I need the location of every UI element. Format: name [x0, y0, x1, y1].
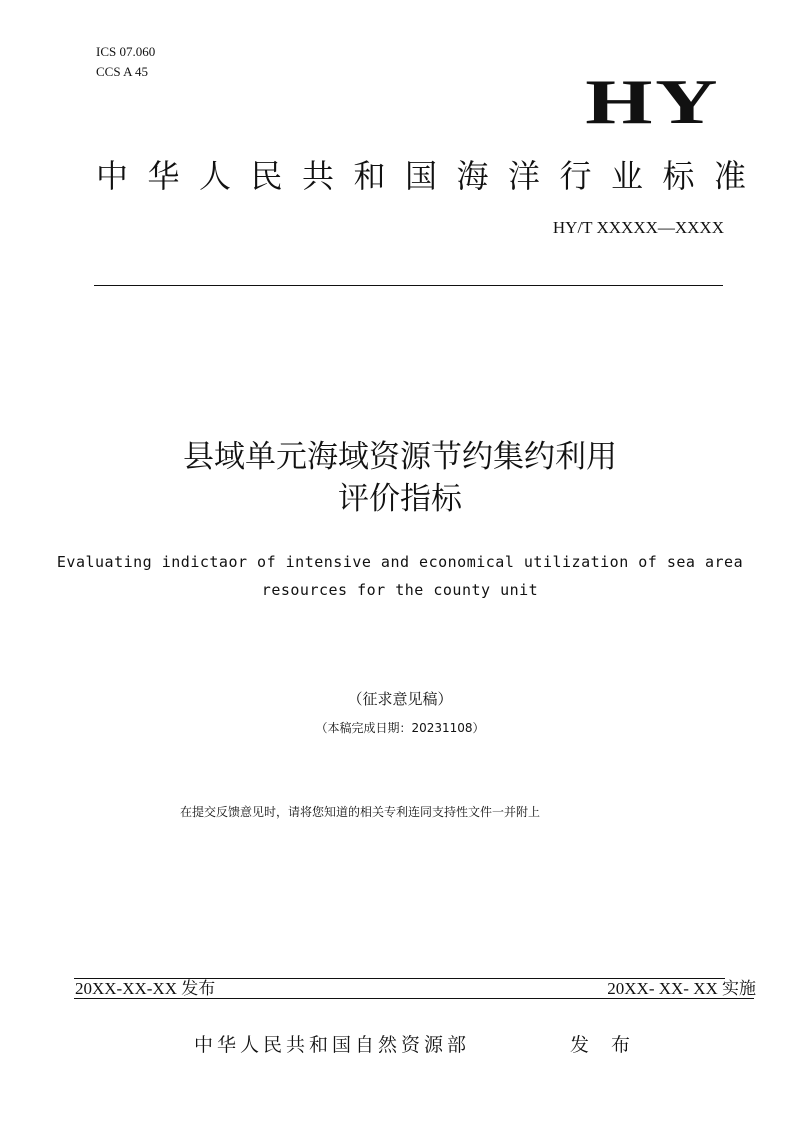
title-en-line2: resources for the county unit [261, 581, 539, 599]
ccs-code: CCS A 45 [96, 64, 149, 79]
standard-code: HY/T XXXXX—XXXX [552, 218, 724, 237]
classification-codes [96, 42, 155, 82]
title-cn-line1: 县域单元海域资源节约集约利用 [183, 439, 617, 475]
publisher-name: 中华人民共和国自然资源部 [194, 1034, 471, 1056]
patent-notice: 在提交反馈意见时，请将您知道的相关专利连同支持性文件一并附上 [180, 805, 541, 819]
header-divider [94, 285, 723, 286]
title-en-line1: Evaluating indictaor of intensive and economical utilization of sea area [56, 553, 744, 571]
document-title-cn [0, 436, 800, 520]
draft-completion-date: （本稿完成日期：20231108） [315, 721, 485, 735]
issue-date: 20XX-XX-XX 发布 [75, 979, 216, 998]
title-cn-line2: 评价指标 [338, 481, 462, 517]
publish-label: 发 布 [570, 1034, 639, 1056]
document-title-en [40, 548, 760, 604]
draft-status: （征求意见稿） [347, 692, 453, 708]
implementation-date: 20XX- XX- XX 实施 [607, 979, 756, 998]
standard-category-title: 中华人民共和国海洋行业标准 [96, 157, 746, 195]
hy-logo: HY [585, 66, 721, 137]
ics-code: ICS 07.060 [96, 44, 156, 59]
